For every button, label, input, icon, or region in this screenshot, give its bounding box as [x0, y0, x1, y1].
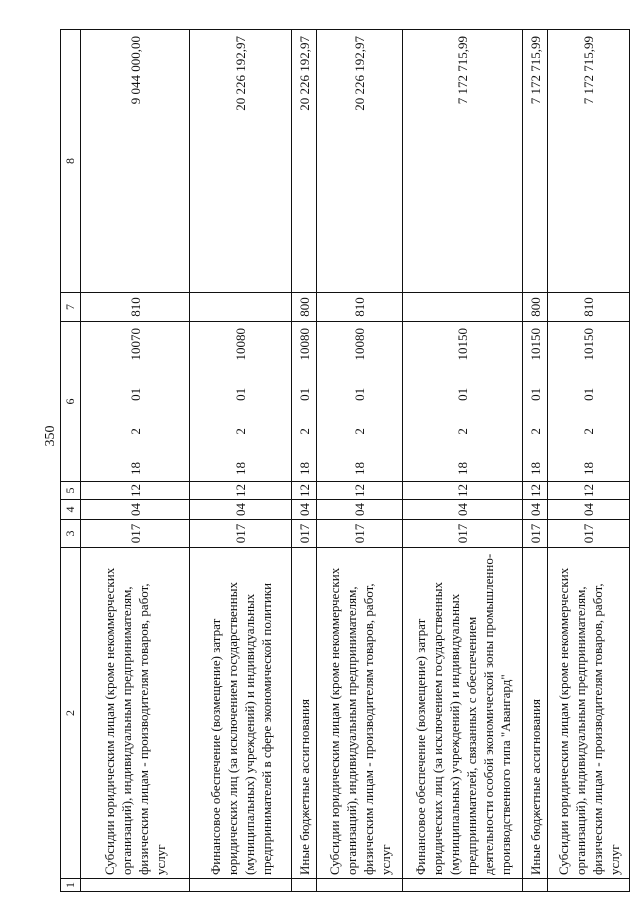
header-cell: 1: [61, 879, 81, 892]
row-name: Иные бюджетные ассигнования: [523, 548, 548, 879]
code-part: 01: [127, 387, 143, 401]
code-part: 10080: [233, 328, 249, 361]
code-part: 2: [233, 428, 249, 435]
header-cell: 2: [61, 548, 81, 879]
code-cell: 810: [81, 293, 190, 322]
code-part: 01: [527, 387, 543, 401]
row-index-cell: [317, 879, 403, 892]
code-part: 2: [127, 428, 143, 435]
code-cell: 810: [548, 293, 630, 322]
target-code-cell: [317, 322, 403, 482]
code-cell: 017: [292, 520, 317, 548]
code-part: 01: [233, 387, 249, 401]
code-cell: 12: [190, 482, 292, 500]
code-part: 18: [233, 462, 249, 475]
code-cell: 04: [190, 500, 292, 520]
header-cell: 6: [61, 322, 81, 482]
code-part: 18: [352, 462, 368, 475]
code-cell: 04: [403, 500, 523, 520]
header-cell: 3: [61, 520, 81, 548]
code-cell: 04: [523, 500, 548, 520]
table-row: [403, 30, 523, 892]
target-code-cell: [403, 322, 523, 482]
amount-cell: 20 226 192,97: [292, 30, 317, 293]
code-part: 18: [127, 462, 143, 475]
code-part: 01: [352, 387, 368, 401]
target-code-cell: [523, 322, 548, 482]
amount-cell: 7 172 715,99: [523, 30, 548, 293]
code-part: 01: [581, 387, 597, 401]
amount-cell: 20 226 192,97: [317, 30, 403, 293]
code-part: 18: [527, 462, 543, 475]
code-cell: 017: [190, 520, 292, 548]
code-part: 10150: [581, 328, 597, 361]
table-row: [190, 30, 292, 892]
code-part: 10070: [127, 328, 143, 361]
target-code-cell: [292, 322, 317, 482]
code-cell: 800: [523, 293, 548, 322]
row-name: Финансовое обеспечение (возмещение) затрат юридических лиц (за исключением государственных (муниципальных) учреждений) и индивидуальных предпринимателей, связанных с обеспечением деятельности особой экономической зоны промышленно-производственного типа "Авангард": [403, 548, 523, 879]
code-cell: 12: [403, 482, 523, 500]
code-part: 01: [296, 387, 312, 401]
code-cell: 04: [548, 500, 630, 520]
row-index-cell: [190, 879, 292, 892]
code-part: 2: [296, 428, 312, 435]
row-name: Финансовое обеспечение (возмещение) затрат юридических лиц (за исключением государственных (муниципальных) учреждений) и индивидуальных предпринимателей в сфере экономической политики: [190, 548, 292, 879]
code-part: 2: [352, 428, 368, 435]
code-cell: 017: [403, 520, 523, 548]
code-cell: 017: [317, 520, 403, 548]
amount-cell: 20 226 192,97: [190, 30, 292, 293]
code-cell: [403, 293, 523, 322]
header-cell: 5: [61, 482, 81, 500]
code-part: 10080: [296, 328, 312, 361]
row-name: Субсидии юридическим лицам (кроме некоммерческих организаций), индивидуальным предпринимателям, физическим лицам - производителям товаров, работ, услуг: [317, 548, 403, 879]
rotated-page: [60, 30, 630, 892]
code-part: 18: [455, 462, 471, 475]
row-name: Субсидии юридическим лицам (кроме некоммерческих организаций), индивидуальным предпринимателям, физическим лицам - производителям товаров, работ, услуг: [81, 548, 190, 879]
row-index-cell: [81, 879, 190, 892]
code-part: 18: [581, 462, 597, 475]
code-cell: 800: [292, 293, 317, 322]
header-row: [61, 30, 81, 892]
table-row: [548, 30, 630, 892]
rotated-table-wrapper: [60, 30, 630, 892]
code-part: 2: [527, 428, 543, 435]
code-cell: 04: [81, 500, 190, 520]
code-part: 10080: [352, 328, 368, 361]
target-code-cell: [548, 322, 630, 482]
page-number: 350: [43, 425, 58, 447]
table-row: [81, 30, 190, 892]
row-name: Субсидии юридическим лицам (кроме некоммерческих организаций), индивидуальным предпринимателям, физическим лицам - производителям товаров, работ, услуг: [548, 548, 630, 879]
code-cell: 12: [523, 482, 548, 500]
code-cell: 04: [317, 500, 403, 520]
amount-cell: 9 044 000,00: [81, 30, 190, 293]
target-code-cell: [81, 322, 190, 482]
target-code-cell: [190, 322, 292, 482]
code-cell: 017: [523, 520, 548, 548]
code-part: 10150: [527, 328, 543, 361]
code-cell: 12: [81, 482, 190, 500]
code-cell: 810: [317, 293, 403, 322]
table-row: [292, 30, 317, 892]
row-index-cell: [523, 879, 548, 892]
amount-cell: 7 172 715,99: [403, 30, 523, 293]
header-cell: 4: [61, 500, 81, 520]
code-cell: [190, 293, 292, 322]
code-part: 01: [455, 387, 471, 401]
row-index-cell: [292, 879, 317, 892]
code-cell: 017: [548, 520, 630, 548]
header-cell: 8: [61, 30, 81, 293]
code-cell: 12: [317, 482, 403, 500]
row-index-cell: [548, 879, 630, 892]
amount-cell: 7 172 715,99: [548, 30, 630, 293]
code-cell: 017: [81, 520, 190, 548]
budget-table: [60, 29, 630, 892]
table-row: [317, 30, 403, 892]
row-name: Иные бюджетные ассигнования: [292, 548, 317, 879]
code-part: 2: [455, 428, 471, 435]
table-row: [523, 30, 548, 892]
code-part: 10150: [455, 328, 471, 361]
row-index-cell: [403, 879, 523, 892]
code-cell: 12: [548, 482, 630, 500]
code-part: 2: [581, 428, 597, 435]
code-cell: 04: [292, 500, 317, 520]
code-part: 18: [296, 462, 312, 475]
header-cell: 7: [61, 293, 81, 322]
code-cell: 12: [292, 482, 317, 500]
